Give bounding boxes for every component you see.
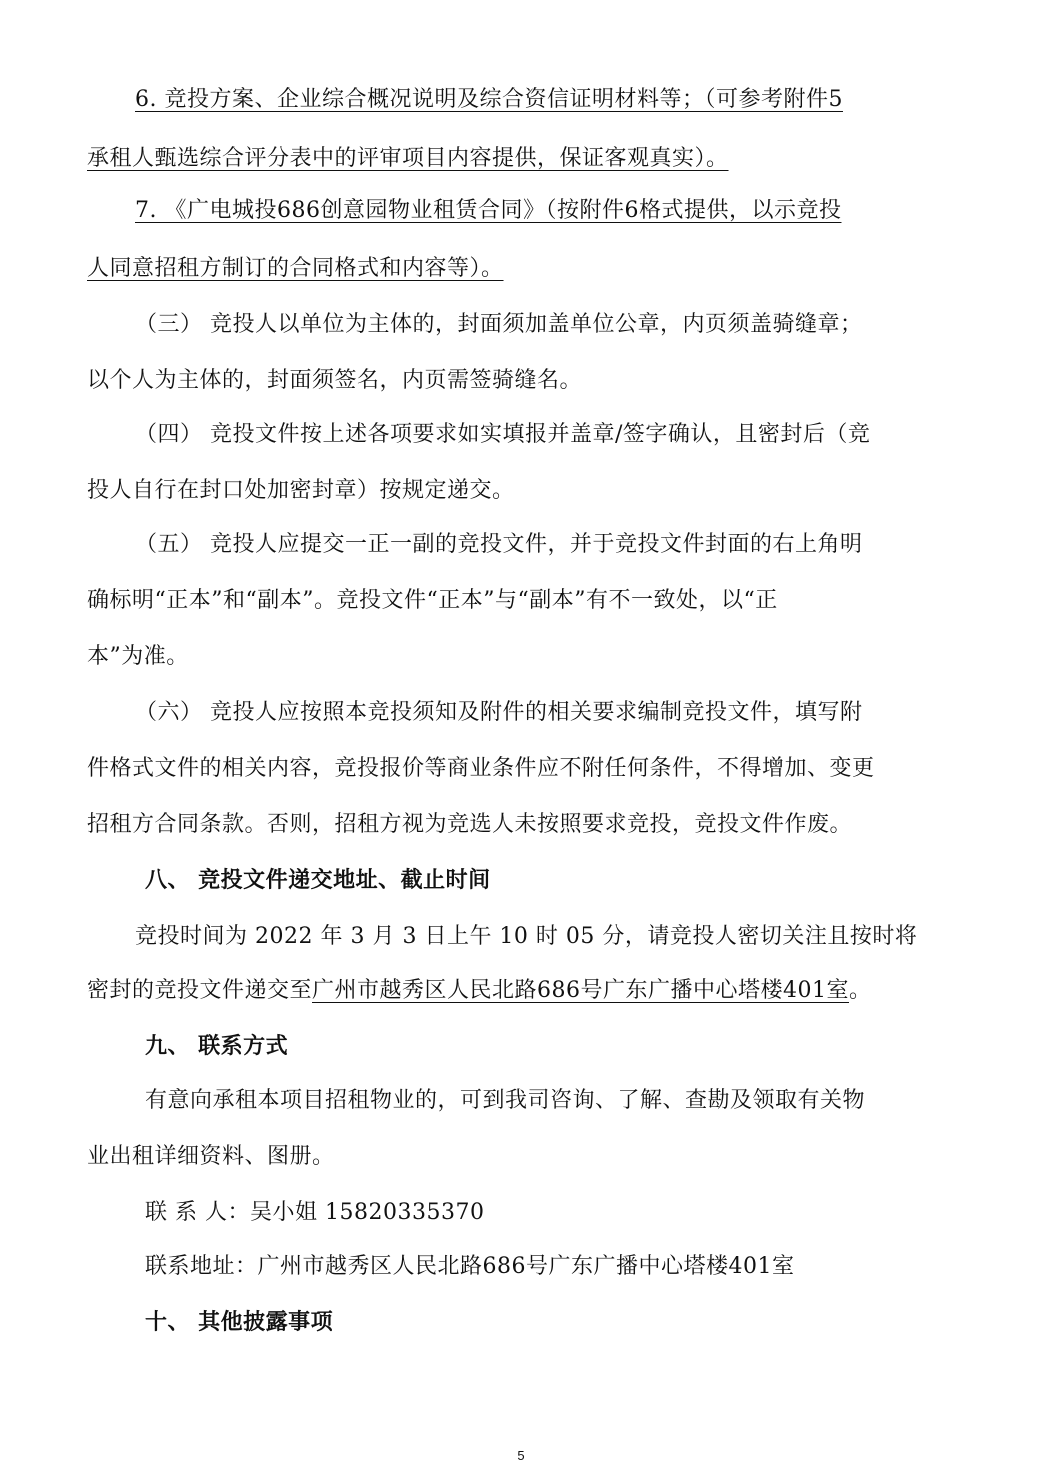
submit-period: 。	[849, 978, 872, 1003]
section-8-heading: 八、 竞投文件递交地址、截止时间	[145, 868, 491, 893]
section-9-para-line-2: 业出租详细资料、图册。	[87, 1144, 335, 1169]
item-6-line-2: 承租人甄选综合评分表中的评审项目内容提供，保证客观真实）。	[87, 146, 729, 171]
section-8-para-line-1: 竞投时间为 2022 年 3 月 3 日上午 10 时 05 分，请竞投人密切关注且按时将	[135, 924, 918, 949]
clause-3-line-2: 以个人为主体的，封面须签名，内页需签骑缝名。	[87, 368, 583, 393]
clause-4-line-1: （四） 竞投文件按上述各项要求如实填报并盖章/签字确认，且密封后（竞	[135, 422, 871, 447]
clause-6-line-2: 件格式文件的相关内容，竞投报价等商业条件应不附任何条件，不得增加、变更	[87, 756, 875, 781]
section-9-heading: 九、 联系方式	[145, 1034, 289, 1059]
clause-4-line-2: 投人自行在封口处加密封章）按规定递交。	[87, 478, 515, 503]
clause-5-line-1: （五） 竞投人应提交一正一副的竞投文件，并于竞投文件封面的右上角明	[135, 532, 863, 557]
item-7-line-1: 7. 《广电城投686创意园物业租赁合同》（按附件6格式提供，以示竞投	[135, 198, 842, 223]
section-8-para-line-2	[87, 976, 872, 1006]
clause-3-line-1: （三） 竞投人以单位为主体的，封面须加盖单位公章，内页须盖骑缝章；	[135, 312, 863, 337]
clause-6-line-1: （六） 竞投人应按照本竞投须知及附件的相关要求编制竞投文件，填写附	[135, 700, 863, 725]
clause-5-line-2: 确标明“正本”和“副本”。竞投文件“正本”与“副本”有不一致处，以“正	[87, 588, 778, 613]
contact-person: 联 系 人：吴小姐 15820335370	[145, 1200, 485, 1225]
item-7-line-2: 人同意招租方制订的合同格式和内容等）。	[87, 256, 504, 281]
submit-text: 密封的竞投文件递交至	[87, 978, 313, 1003]
page-number: 5	[517, 1448, 525, 1463]
section-9-para-line-1: 有意向承租本项目招租物业的，可到我司咨询、了解、查勘及领取有关物	[145, 1088, 866, 1113]
clause-6-line-3: 招租方合同条款。否则，招租方视为竞选人未按照要求竞投，竞投文件作废。	[87, 812, 853, 837]
contact-address: 联系地址：广州市越秀区人民北路686号广东广播中心塔楼401室	[145, 1254, 795, 1279]
clause-5-line-3: 本”为准。	[87, 644, 189, 669]
section-10-heading: 十、 其他披露事项	[145, 1310, 334, 1335]
submit-address: 广州市越秀区人民北路686号广东广播中心塔楼401室	[312, 978, 849, 1003]
item-6-line-1: 6. 竞投方案、企业综合概况说明及综合资信证明材料等；（可参考附件5	[135, 87, 843, 112]
